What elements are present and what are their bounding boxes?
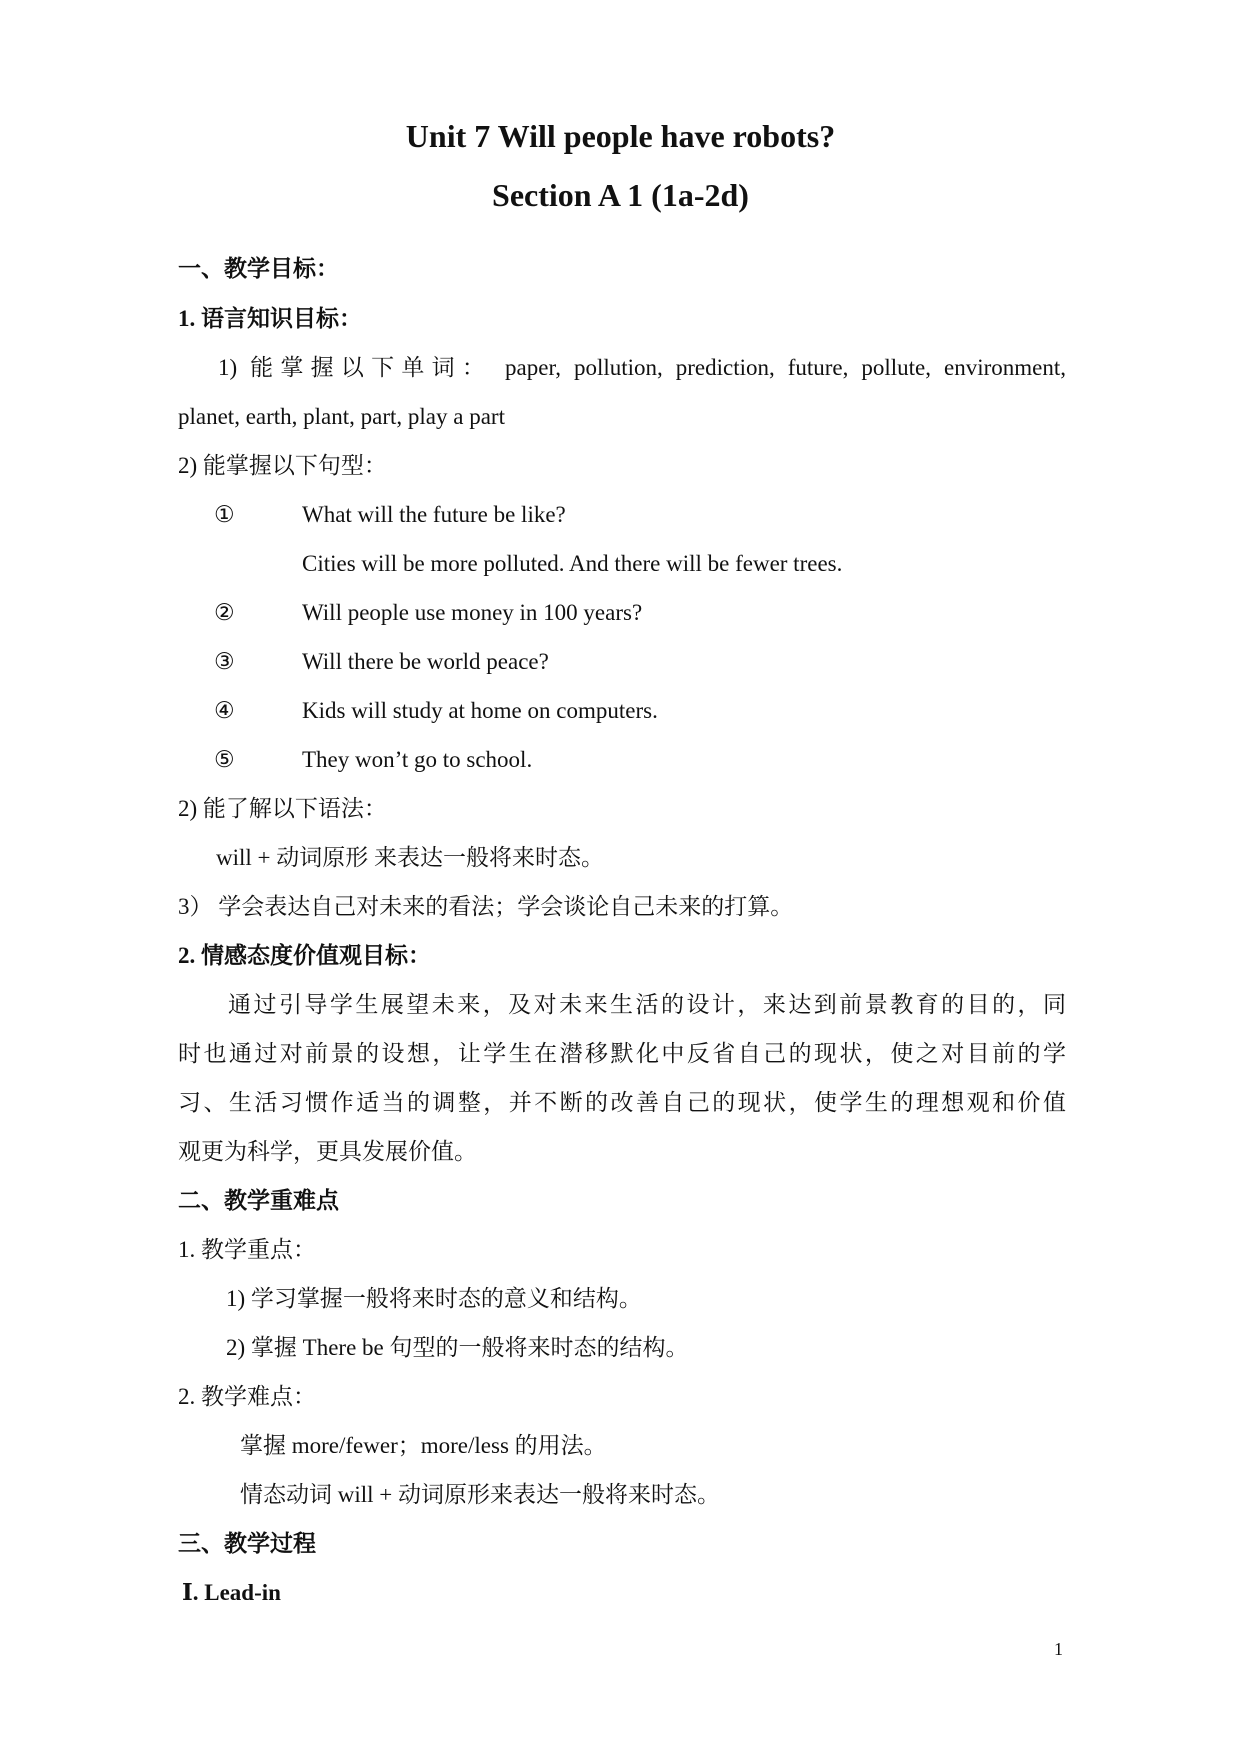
heading-attitude-values: 2. 情感态度价值观目标： (178, 943, 431, 968)
sentence-item (214, 647, 549, 677)
document-subtitle: Section A 1 (1a-2d) (492, 177, 749, 213)
key-point-item: 1) 学习掌握一般将来时态的意义和结构。 (226, 1286, 642, 1311)
sentence-marker: ① (214, 502, 235, 527)
grammar-line: will + 动词原形 来表达一般将来时态。 (216, 845, 605, 870)
key-point-item: 2) 掌握 There be 句型的一般将来时态的结构。 (226, 1335, 689, 1360)
sentence-item (214, 500, 566, 530)
lead-in-heading: Ⅰ. Lead-in (182, 1580, 281, 1605)
sentence-item (214, 549, 842, 579)
sentence-marker: ③ (214, 649, 235, 674)
heading-teaching-objectives: 一、教学目标： (178, 256, 339, 281)
difficult-point-item: 情态动词 will + 动词原形来表达一般将来时态。 (240, 1482, 721, 1507)
difficult-point-item: 掌握 more/fewer；more/less 的用法。 (240, 1433, 607, 1458)
sentence-marker: ④ (214, 698, 235, 723)
sentence-text: Kids will study at home on computers. (302, 698, 658, 723)
sentence-text: Will people use money in 100 years? (302, 600, 643, 625)
heading-language-knowledge: 1. 语言知识目标： (178, 306, 362, 331)
page-number: 1 (1054, 1639, 1063, 1659)
heading-key-difficult-points: 二、教学重难点 (178, 1188, 339, 1213)
document-title: Unit 7 Will people have robots? (405, 118, 836, 154)
paragraph-line: 习、生活习惯作适当的调整，并不断的改善自己的现状，使学生的理想观和价值 (178, 1090, 1066, 1115)
sentence-item (214, 696, 658, 726)
key-points-heading: 1. 教学重点： (178, 1237, 316, 1262)
sentences-heading: 2) 能掌握以下句型： (178, 453, 387, 478)
sentence-text: Will there be world peace? (302, 649, 549, 674)
sentence-item (214, 745, 532, 775)
paragraph-line: 时也通过对前景的设想，让学生在潜移默化中反省自己的现状，使之对目前的学 (178, 1041, 1066, 1066)
vocab-line-2: planet, earth, plant, part, play a part (178, 404, 505, 429)
sentence-item (214, 598, 642, 628)
sentence-text: They won’t go to school. (302, 747, 533, 772)
heading-teaching-process: 三、教学过程 (178, 1531, 316, 1556)
paragraph-line: 通过引导学生展望未来，及对未来生活的设计，来达到前景教育的目的，同 (228, 992, 1066, 1017)
grammar-heading: 2) 能了解以下语法： (178, 796, 387, 821)
sentence-text: Cities will be more polluted. And there will be fewer trees. (302, 551, 843, 576)
item-3: 3） 学会表达自己对未来的看法；学会谈论自己未来的打算。 (178, 894, 794, 919)
vocab-line-1: 1) 能掌握以下单词： paper, pollution, prediction, future, pollute, environment, (218, 355, 1066, 380)
sentence-text: What will the future be like? (302, 502, 566, 527)
sentence-marker: ② (214, 600, 235, 625)
difficult-points-heading: 2. 教学难点： (178, 1384, 316, 1409)
sentence-marker: ⑤ (214, 747, 235, 772)
paragraph-line: 观更为科学，更具发展价值。 (178, 1139, 477, 1164)
